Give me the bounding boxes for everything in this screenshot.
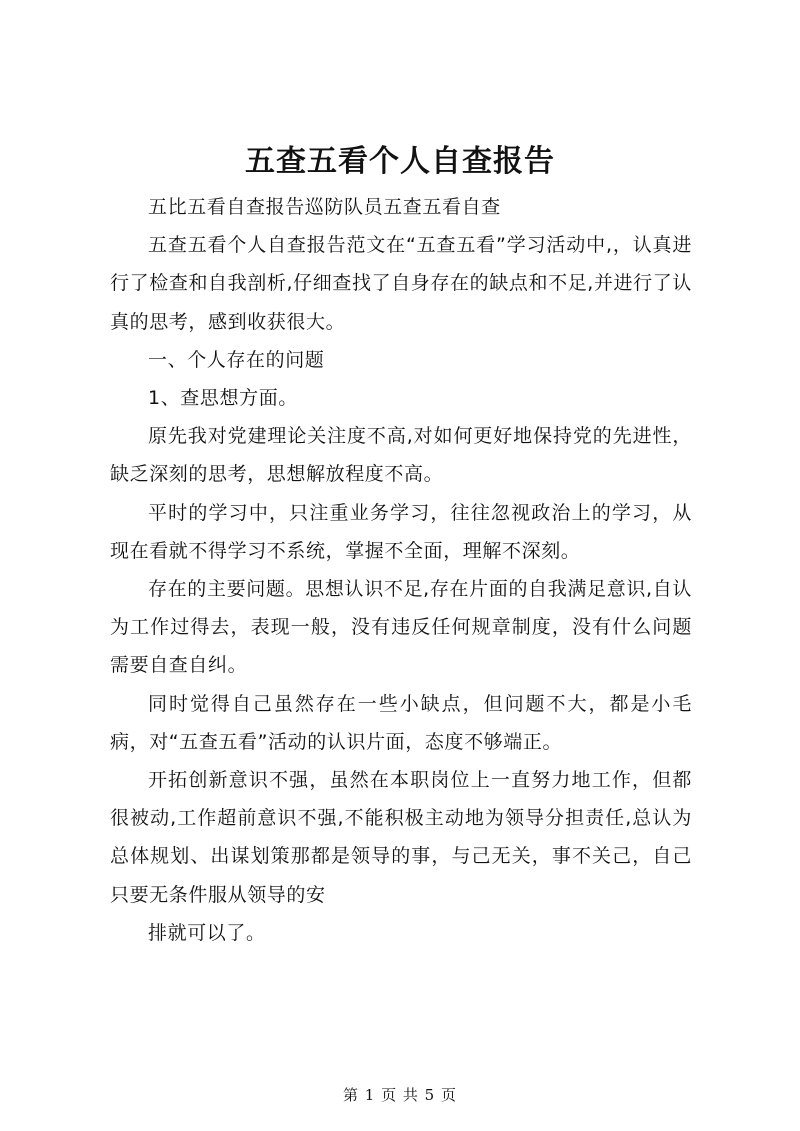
- section-heading: 一、个人存在的问题: [148, 348, 325, 371]
- page-footer: 第 1 页 共 5 页: [343, 1086, 457, 1104]
- paragraph: 五比五看自查报告巡防队员五查五看自查: [148, 196, 501, 218]
- paragraph: 平时的学习中，只注重业务学习，往往忽视政治上的学习，从现在看就不得学习不系统，掌握不全面，理解不深刻。: [110, 501, 692, 562]
- paragraph: 五查五看个人自查报告范文在“五查五看”学习活动中,，认真进行了检查和自我剖析,仔细查找了自身存在的缺点和不足,并进行了认真的思考，感到收获很大。: [110, 234, 692, 333]
- paragraph: 原先我对党建理论关注度不高,对如何更好地保持党的先进性，缺乏深刻的思考，思想解放程度不高。: [110, 425, 692, 486]
- document-title: 五查五看个人自查报告: [245, 144, 555, 179]
- document-body: [110, 188, 692, 952]
- paragraph: 同时觉得自己虽然存在一些小缺点，但问题不大，都是小毛病，对“五查五看”活动的认识片面，态度不够端正。: [110, 692, 692, 753]
- paragraph: 开拓创新意识不强，虽然在本职岗位上一直努力地工作，但都很被动,工作超前意识不强,不能积极主动地为领导分担责任,总认为总体规划、出谋划策那都是领导的事，与己无关，事不关己，自己只要无条件服从领导的安: [110, 769, 692, 906]
- paragraph: 排就可以了。: [148, 921, 266, 944]
- paragraph: 存在的主要问题。思想认识不足,存在片面的自我满足意识,自认为工作过得去，表现一般，没有违反任何规章制度，没有什么问题需要自查自纠。: [110, 578, 692, 677]
- subsection-heading: 1、查思想方面。: [148, 387, 298, 410]
